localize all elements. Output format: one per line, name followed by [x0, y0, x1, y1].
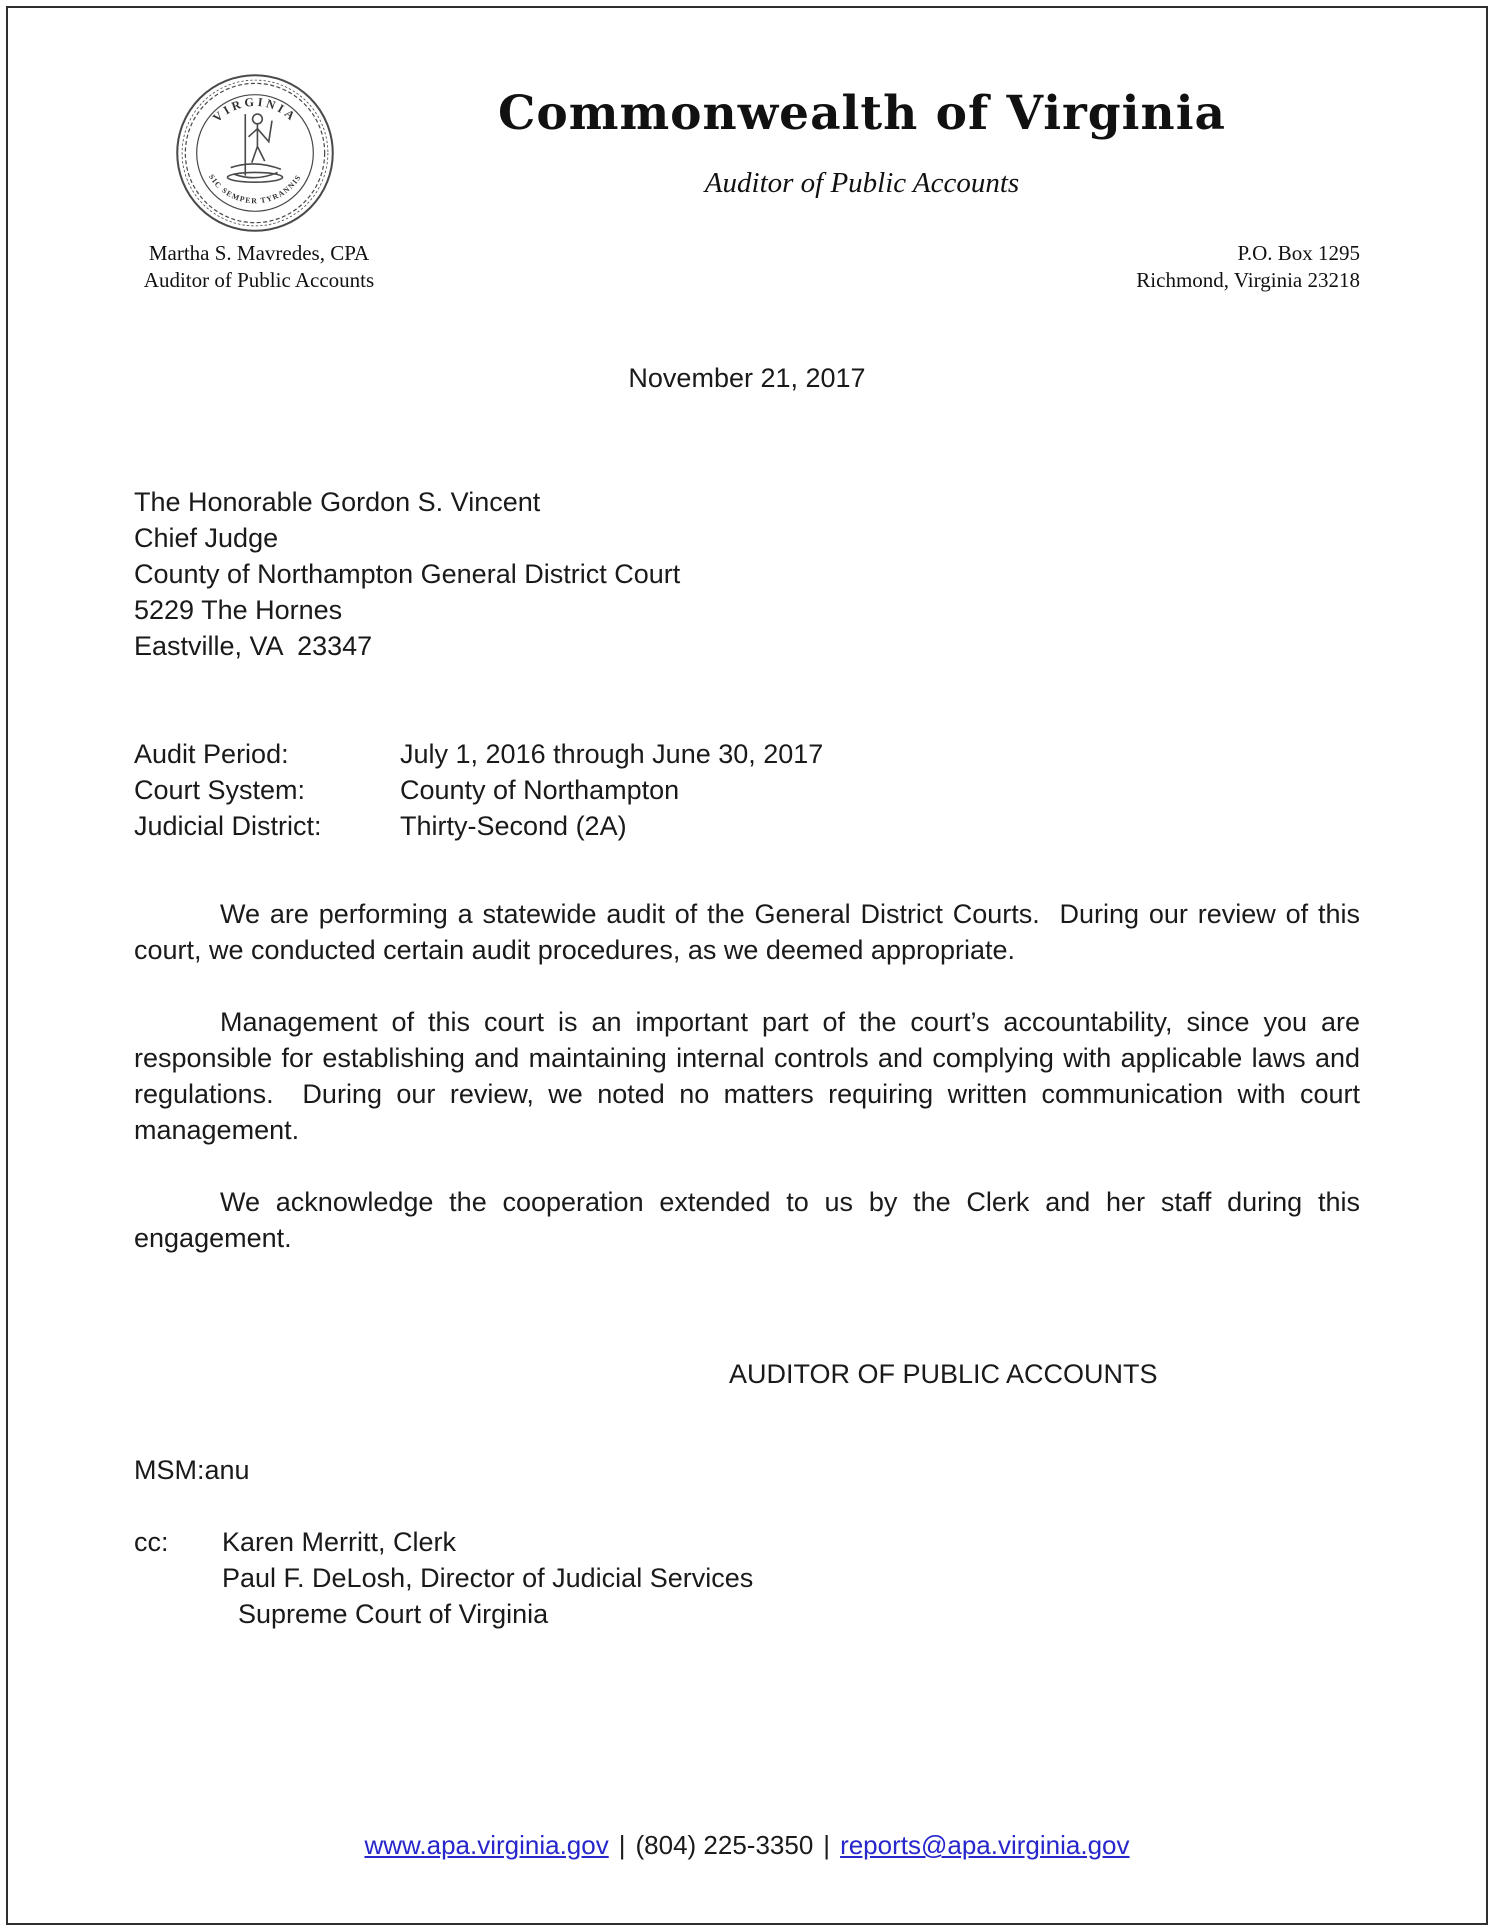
recipient-name: The Honorable Gordon S. Vincent	[134, 487, 541, 517]
paragraph-statewide-audit: We are performing a statewide audit of the General District Courts. During our review of this court, we conducted certain audit procedures, as we deemed appropriate.	[134, 899, 1368, 965]
website-link[interactable]: www.apa.virginia.gov	[364, 1830, 609, 1860]
po-address-block	[1136, 240, 1360, 294]
official-block	[134, 240, 384, 294]
masthead	[364, 86, 1360, 200]
court-system-label: Court System:	[134, 775, 306, 805]
recipient-street: 5229 The Hornes	[134, 595, 343, 625]
letterhead	[134, 72, 1360, 294]
judicial-district-value: Thirty-Second (2A)	[400, 811, 627, 841]
phone-number: (804) 225-3350	[635, 1830, 814, 1860]
po-box-line: P.O. Box 1295	[1237, 241, 1360, 265]
cc-name-supreme-court: Supreme Court of Virginia	[238, 1599, 549, 1629]
email-link[interactable]: reports@apa.virginia.gov	[840, 1830, 1130, 1860]
cc-block	[134, 1524, 1360, 1632]
reference-initials: MSM:anu	[134, 1455, 250, 1485]
recipient-title: Chief Judge	[134, 523, 279, 553]
footer-separator-1: |	[618, 1830, 626, 1860]
seal-bottom-text: SIC SEMPER TYRANNIS	[206, 172, 304, 206]
audit-period-label: Audit Period:	[134, 739, 289, 769]
footer-separator-2: |	[823, 1830, 831, 1860]
page-title: Commonwealth of Virginia	[497, 86, 1227, 141]
paragraph-management: Management of this court is an important part of the court’s accountability, since you are responsible for establishing and maintaining internal controls and complying with applicable laws and regulations. During our review, we noted no matters requiring written communication with court management.	[134, 1007, 1368, 1145]
paragraph-acknowledgement: We acknowledge the cooperation extended to us by the Clerk and her staff during this engagement.	[134, 1187, 1368, 1253]
page-footer	[0, 1830, 1494, 1861]
cc-name-director: Paul F. DeLosh, Director of Judicial Services	[222, 1563, 754, 1593]
letter-date: November 21, 2017	[628, 363, 866, 393]
audit-details	[134, 736, 1360, 844]
seal-virtus-figure	[227, 114, 282, 182]
official-name: Martha S. Mavredes, CPA	[148, 241, 370, 265]
audit-period-value: July 1, 2016 through June 30, 2017	[400, 739, 824, 769]
signature-block: AUDITOR OF PUBLIC ACCOUNTS	[729, 1359, 1158, 1389]
cc-label: cc:	[134, 1527, 169, 1557]
seal-top-text: VIRGINIA	[209, 94, 301, 125]
cc-names	[222, 1524, 753, 1632]
detail-row-audit-period	[134, 736, 1360, 772]
svg-text:VIRGINIA	[210, 95, 300, 125]
detail-row-judicial-district	[134, 808, 1360, 844]
virginia-state-seal-icon	[174, 72, 336, 234]
judicial-district-label: Judicial District:	[134, 811, 322, 841]
letter-paragraphs	[134, 896, 1368, 1256]
detail-row-court-system	[134, 772, 1360, 808]
letter-body	[134, 360, 1368, 1632]
city-state-zip-line: Richmond, Virginia 23218	[1136, 268, 1360, 292]
recipient-address-block	[134, 484, 1360, 664]
recipient-court: County of Northampton General District Court	[134, 559, 681, 589]
recipient-city-state-zip: Eastville, VA 23347	[134, 631, 373, 661]
official-title: Auditor of Public Accounts	[143, 268, 375, 292]
court-system-value: County of Northampton	[400, 775, 680, 805]
cc-name-clerk: Karen Merritt, Clerk	[222, 1527, 457, 1557]
page-subtitle: Auditor of Public Accounts	[704, 167, 1020, 199]
